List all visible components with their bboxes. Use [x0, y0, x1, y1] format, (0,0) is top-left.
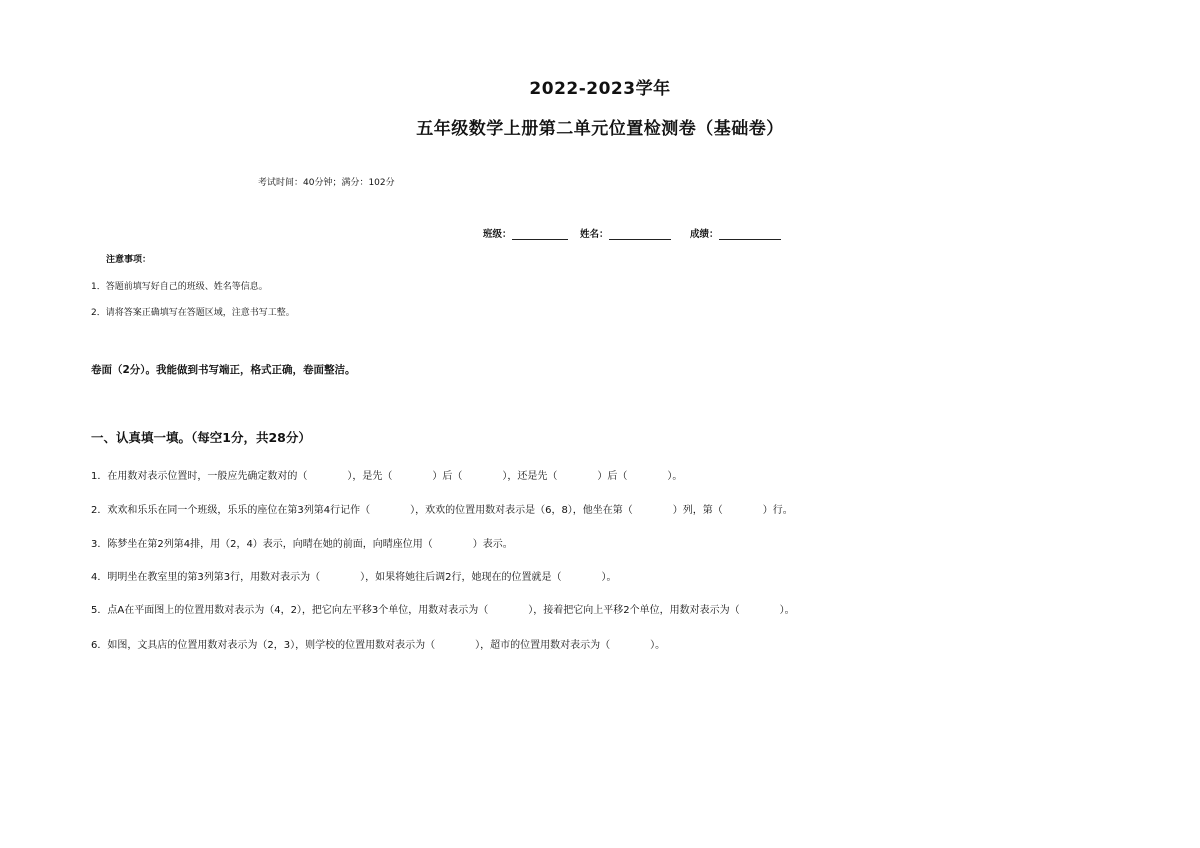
name-label: 姓名：: [580, 229, 609, 240]
class-blank: [512, 229, 568, 240]
section-title: 一、认真填一填。（每空1分，共28分）: [91, 430, 311, 445]
question-item: 3．陈梦坐在第2列第4排，用（2，4）表示，向晴在她的前面，向晴座位用（ ）表示。: [91, 539, 513, 550]
note-item: 2．请将答案正确填写在答题区域，注意书写工整。: [91, 308, 295, 318]
score-field: [690, 226, 781, 240]
question-item: 1．在用数对表示位置时，一般应先确定数对的（ ），是先（ ）后（ ），还是先（ ）后（ ）。: [91, 471, 683, 482]
exam-info: 考试时间：40分钟；满分：102分: [258, 178, 395, 188]
name-field: [580, 226, 671, 240]
neatness-statement: 卷面（2分）。我能做到书写端正，格式正确，卷面整洁。: [91, 364, 356, 376]
exam-year: 2022-2023学年: [529, 79, 671, 99]
class-field: [483, 226, 568, 240]
class-label: 班级：: [483, 229, 512, 240]
score-blank: [719, 229, 781, 240]
question-item: 6．如图，文具店的位置用数对表示为（2，3），则学校的位置用数对表示为（ ），超市的位置用数对表示为（ ）。: [91, 640, 666, 651]
notes-title: 注意事项：: [106, 255, 152, 265]
note-item: 1．答题前填写好自己的班级、姓名等信息。: [91, 282, 268, 292]
question-item: 5．点A在平面图上的位置用数对表示为（4，2），把它向左平移3个单位，用数对表示为（ ），接着把它向上平移2个单位，用数对表示为（ ）。: [91, 605, 795, 616]
question-item: 2．欢欢和乐乐在同一个班级，乐乐的座位在第3列第4行记作（ ），欢欢的位置用数对表示是（6，8），他坐在第（ ）列，第（ ）行。: [91, 505, 793, 516]
score-label: 成绩：: [690, 229, 719, 240]
name-blank: [609, 229, 671, 240]
exam-title: 五年级数学上册第二单元位置检测卷（基础卷）: [416, 119, 784, 139]
question-item: 4．明明坐在教室里的第3列第3行，用数对表示为（ ），如果将她往后调2行，她现在的位置就是（ ）。: [91, 572, 617, 583]
